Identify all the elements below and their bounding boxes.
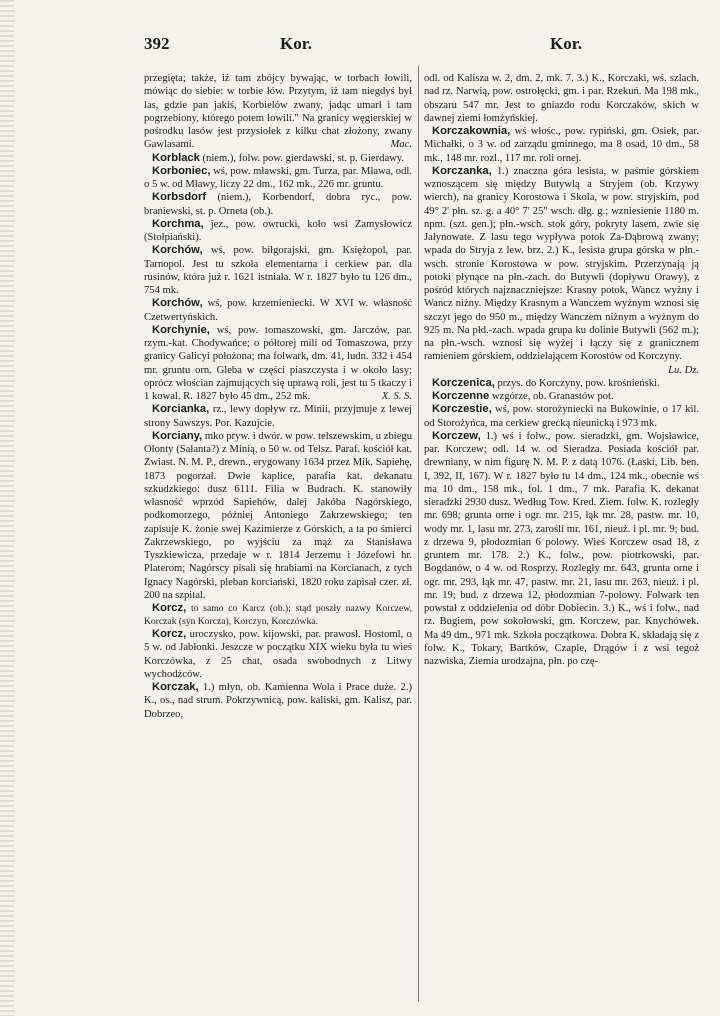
entry-text: odl. od Kalisza w. 2, dm. 2, mk. 7. 3.) K., Korczaki, wś. szlach. nad rz. Narwią, pow. ostrołęcki, gm. i par. Rzekuń. Ma 198 mk., obszaru 547 mr. Jest to gniazdo rodu Korczaków, skich w dawnej ziemi łomżyńskiej. [424, 73, 699, 124]
entry-headword: Korcianka, [152, 403, 210, 416]
entry-headword: Korczestie, [432, 403, 492, 416]
dictionary-entry [144, 152, 412, 165]
dictionary-entry [424, 377, 699, 390]
dictionary-entry [144, 681, 412, 721]
entry-text: to samo co Karcz (ob.); stąd poszły nazwy Korczew, Korczak (syn Korcza), Korczyn, Korczówka. [144, 603, 412, 627]
entry-text: wzgórze, ob. Granastów pot. [491, 391, 614, 402]
running-head-left: Kor. [280, 34, 312, 53]
entry-headword: Korczew, [432, 429, 481, 442]
entry-headword: Korciany, [152, 429, 203, 442]
entry-text: mko pryw. i dwór. w pow. telszewskim, u zbiegu Ołonty (Sałanta?) z Minią, o 50 w. od Telsz. Paraf. kościół kat. Zwiast. N. M. P., drewn., erygowany 1634 przez Mik. Sapiehę, 1873 pogorzał. Dwie kaplice, parafia kat. dekanatu szkudzkiego: dusz 6111. Filia w Budrach. K. stanowiły własność wprzód Sapiehów, dalej Jakóba Nagórskiego, podkomorzego, później Antoniego Zakrzewskiego; ten zapisuje K. żonie swej Kazimierze z Górskich, a ta po śmierci Zakrzewskiego, po wyjściu za mąż za Stanisława Tyszkiewicza, przedaje w r. 1814 Jerzemu i Józefowi hr. Platerom; Nagórscy pisali się hrabiami na Korcianach, z tych Ignacy Nagórski, pleban korciański, 1820 roku zapisał czer. zł. 200 na szpital. [144, 430, 412, 601]
dictionary-entry [144, 430, 412, 602]
entry-headword: Korczenne [432, 390, 490, 402]
entry-signature: X. S. S. [381, 391, 412, 402]
entry-headword: Korchma, [152, 217, 204, 230]
entry-headword: Korchów, [152, 244, 203, 257]
dictionary-entry [144, 165, 412, 192]
entry-headword: Korcz, [152, 628, 187, 640]
entry-continuation [144, 72, 412, 152]
entry-headword: Korchynie, [152, 323, 210, 336]
entry-headword: Korboniec, [152, 164, 211, 177]
entry-signature: Mac. [390, 139, 412, 151]
scan-gutter [0, 0, 14, 1016]
entry-text: uroczysko, pow. kijowski, par. prawosł. Hostoml, o 5 w. od Jabłonki. Jeszcze w początku XIX wieku była tu wieś Korczówka, z 25 chat, osada swobodnych z Litwy wychodźców. [144, 629, 412, 680]
entry-text: wś, pow. krzemieniecki. W XVI w. własność Czetwertyńskich. [144, 298, 412, 323]
dictionary-entry [144, 191, 412, 218]
dictionary-entry [144, 244, 412, 297]
dictionary-entry [144, 297, 412, 324]
entry-text: wś włośc., pow. rypiński, gm. Osiek, par. Michałki, o 3 w. od zarządu gminnego, ma 8 osad, 10 dm., 58 mk., 148 mr. rozl., 117 mr. roli ornej. [424, 126, 699, 164]
entry-text: (niem.), Korbendorf, dobra ryc., pow. braniewski, st. p. Orneta (ob.). [144, 192, 412, 217]
entry-headword: Korbsdorf [152, 191, 207, 204]
entry-text: przys. do Korczyny, pow. krośnieński. [497, 377, 660, 389]
page-number: 392 [144, 34, 170, 53]
dictionary-entry [424, 165, 699, 377]
dictionary-entry [144, 324, 412, 404]
entry-text: wś, pow. storożyniecki na Bukowinie, o 17 kil. od Storożyńca, ma cerkiew grecką nieunicką i 973 mk. [424, 404, 699, 429]
entry-text: 1.) znaczna góra lesista, w paśmie górskiem wznoszącem się między Butywlą a Stryjem (ob. Krzywy wierch), na granicy Korostowa i Skola, w pow. stryjskim, pod 49° 2' płn. sz. g. a 40° 7' 25" wsch. dłg. g.; wzniesienie 1180 m. npm. (szt. gen.); płn.-wsch. stok góry, pokryty lasem, zwie się Jałynowate. Z lasu tego wypływa potok Za-Dąbrową zwany; wpada do Stryja z lew. brz. 2.) K., lesista grupa górska w płn.-wsch. stronie Korostowa w pow. stryjskim. Przerzynają ją potoki płynące na płn.-zach. do Butywli (dopływu Orawy), z pośród których najznaczniejsze: Krasny potok, Wancz wyżny i Wancz niżny. Między Krasnym a Wanczem wyżnym wznosi się szczyt jego do 950 m., między Wanczem niżnym a wyżnym do 925 m. Na płd.-zach. wpada grupa ku dolinie Butywli (562 m.); na płn.-wsch. wznosi się wyżej i łączy się z granicznem ramieniem górskiem, oddzielającem Korostów od Korczyny. [424, 165, 699, 363]
entry-signature: Lu. Dz. [668, 364, 699, 376]
entry-text: 1.) młyn, ob. Kamienna Wola i Prace duże. 2.) K., os., nad strum. Pokrzywnicą, pow. kaliski, gm. Kalisz, par. Dobrzeo, [144, 682, 412, 720]
dictionary-entry [424, 125, 699, 165]
page-header [144, 34, 704, 58]
dictionary-entry [144, 602, 412, 628]
entry-continuation [424, 72, 699, 125]
entry-text: wś, pow. tomaszowski, gm. Jarczów, par. rzym.-kat. Chodywańce; o półtorej mili od Tomaszowa, przy granicy Galicyi położona; ma folwark, dm. 41, ludn. 332 i 454 mr. gruntu orn. Gleba w części piaszczysta i w około lasy; oprócz włościan zajmujących się uprawą roli, jest tu 5 tkaczy i 1 kowal. R. 1827 było 45 dm., 252 mk. [144, 324, 412, 402]
entry-text: (niem.), folw. pow. gierdawski, st. p. Gierdawy. [202, 152, 405, 164]
entry-headword: Korczakownia, [432, 125, 511, 137]
running-head-right: Kor. [550, 34, 582, 53]
entry-text: wś, pow. biłgorajski, gm. Księżopol, par. Tarnopol. Jest tu szkoła elementarna i cerkiew par. dla rusinów, która już r. 1621 istniała. W r. 1827 było tu 126 dm., 754 mk. [144, 245, 412, 296]
dictionary-entry [424, 430, 699, 669]
dictionary-entry [424, 390, 699, 403]
dictionary-entry [144, 403, 412, 430]
entry-text: 1.) wś i folw., pow. sieradzki, gm. Wojsławice, par. Korczew; odl. 14 w. od Sieradza. Posiada kościół par. drewniany, w nim figurę N. M. P. z datą 1076. (Łaski, Lib. ben. I, 392, II, 167). W r. 1827 było tu 14 dm., 124 mk., obecnie wś ma 10 dm., 158 mk., fol. 1 dm., 7 mk. Parafia K. dekanat sieradzki 2930 dusz. Według Tow. Kred. Ziem. folw. K. rozległy mr. 698; grunta orne i ogr. mr. 215, łąk mr. 28, pastw. mr. 10, wody mr. 1, lasu mr. 273, zarośli mr. 161, nieuż. i pl. mr. 9; bud. z drzewa 9, płodozmian 6 polowy. Wieś Korczew osad 18, z gruntem mr. 178. 2.) K., folw., pow. piotrkowski, par. Bogdanów, o 4 w. od Rosprzy. Rozległy mr. 643, grunta orne i ogr. mr. 293, łąk mr. 47, pastw. mr. 21, lasu mr. 263, nieuż. i pl. mr. 19; bud. z drzewa 12, płodozmian 7-polowy. Folwark ten powstał z oddzielenia od dóbr Dobiecin. 3.) K., wś i folw., nad rz. Bugiem, pow sokołowski, gm. Korczew, par. Knychówek. Ma 49 dm., 971 mk. Szkoła początkowa. Dobra K. składają się z folw. K., Tokary, Bartków, Czaple, Drągów i z wsi tegoż nazwiska, Ziemia urodzajna, płn. po czę- [424, 430, 699, 667]
entry-headword: Korcz, [152, 602, 187, 614]
entry-headword: Korczak, [152, 681, 199, 693]
entry-headword: Korczanka, [432, 164, 492, 177]
entry-text: przegięta; także, iż tam zbójcy bywając, w torbach łowili, mówiąc do siebie: w torbie łów. Przytym, iż tam niegdyś był las, gdzie pan jakiś, Korbielów zwany, jadąc umarł i tam pogrzebiony, którego potem łowili." Na granicy węgierskiej w pośrodku lasów jest przysiołek z kilku chat złożony, zwany Gawlasami. [144, 73, 412, 151]
dictionary-entry [144, 218, 412, 245]
entry-headword: Korchów, [152, 297, 203, 310]
entry-headword: Korblack [152, 151, 200, 164]
right-column [424, 72, 699, 1002]
entry-text: rz., lewy dopływ rz. Minii, przyjmuje z lewej strony Sawszys. Por. Kazujcie. [144, 404, 412, 429]
entry-text: jez., pow. owrucki, koło wsi Zamysłowicz (Stołpiański). [144, 218, 412, 243]
dictionary-entry [424, 403, 699, 430]
left-column [144, 72, 412, 1002]
entry-text: wś, pow. mławski, gm. Turza, par. Mława, odl. o 5 w. od Mławy, liczy 22 dm., 162 mk., 226 mr. gruntu. [144, 165, 412, 190]
entry-headword: Korczenica, [432, 376, 495, 389]
dictionary-entry [144, 628, 412, 681]
column-divider [418, 66, 419, 1002]
